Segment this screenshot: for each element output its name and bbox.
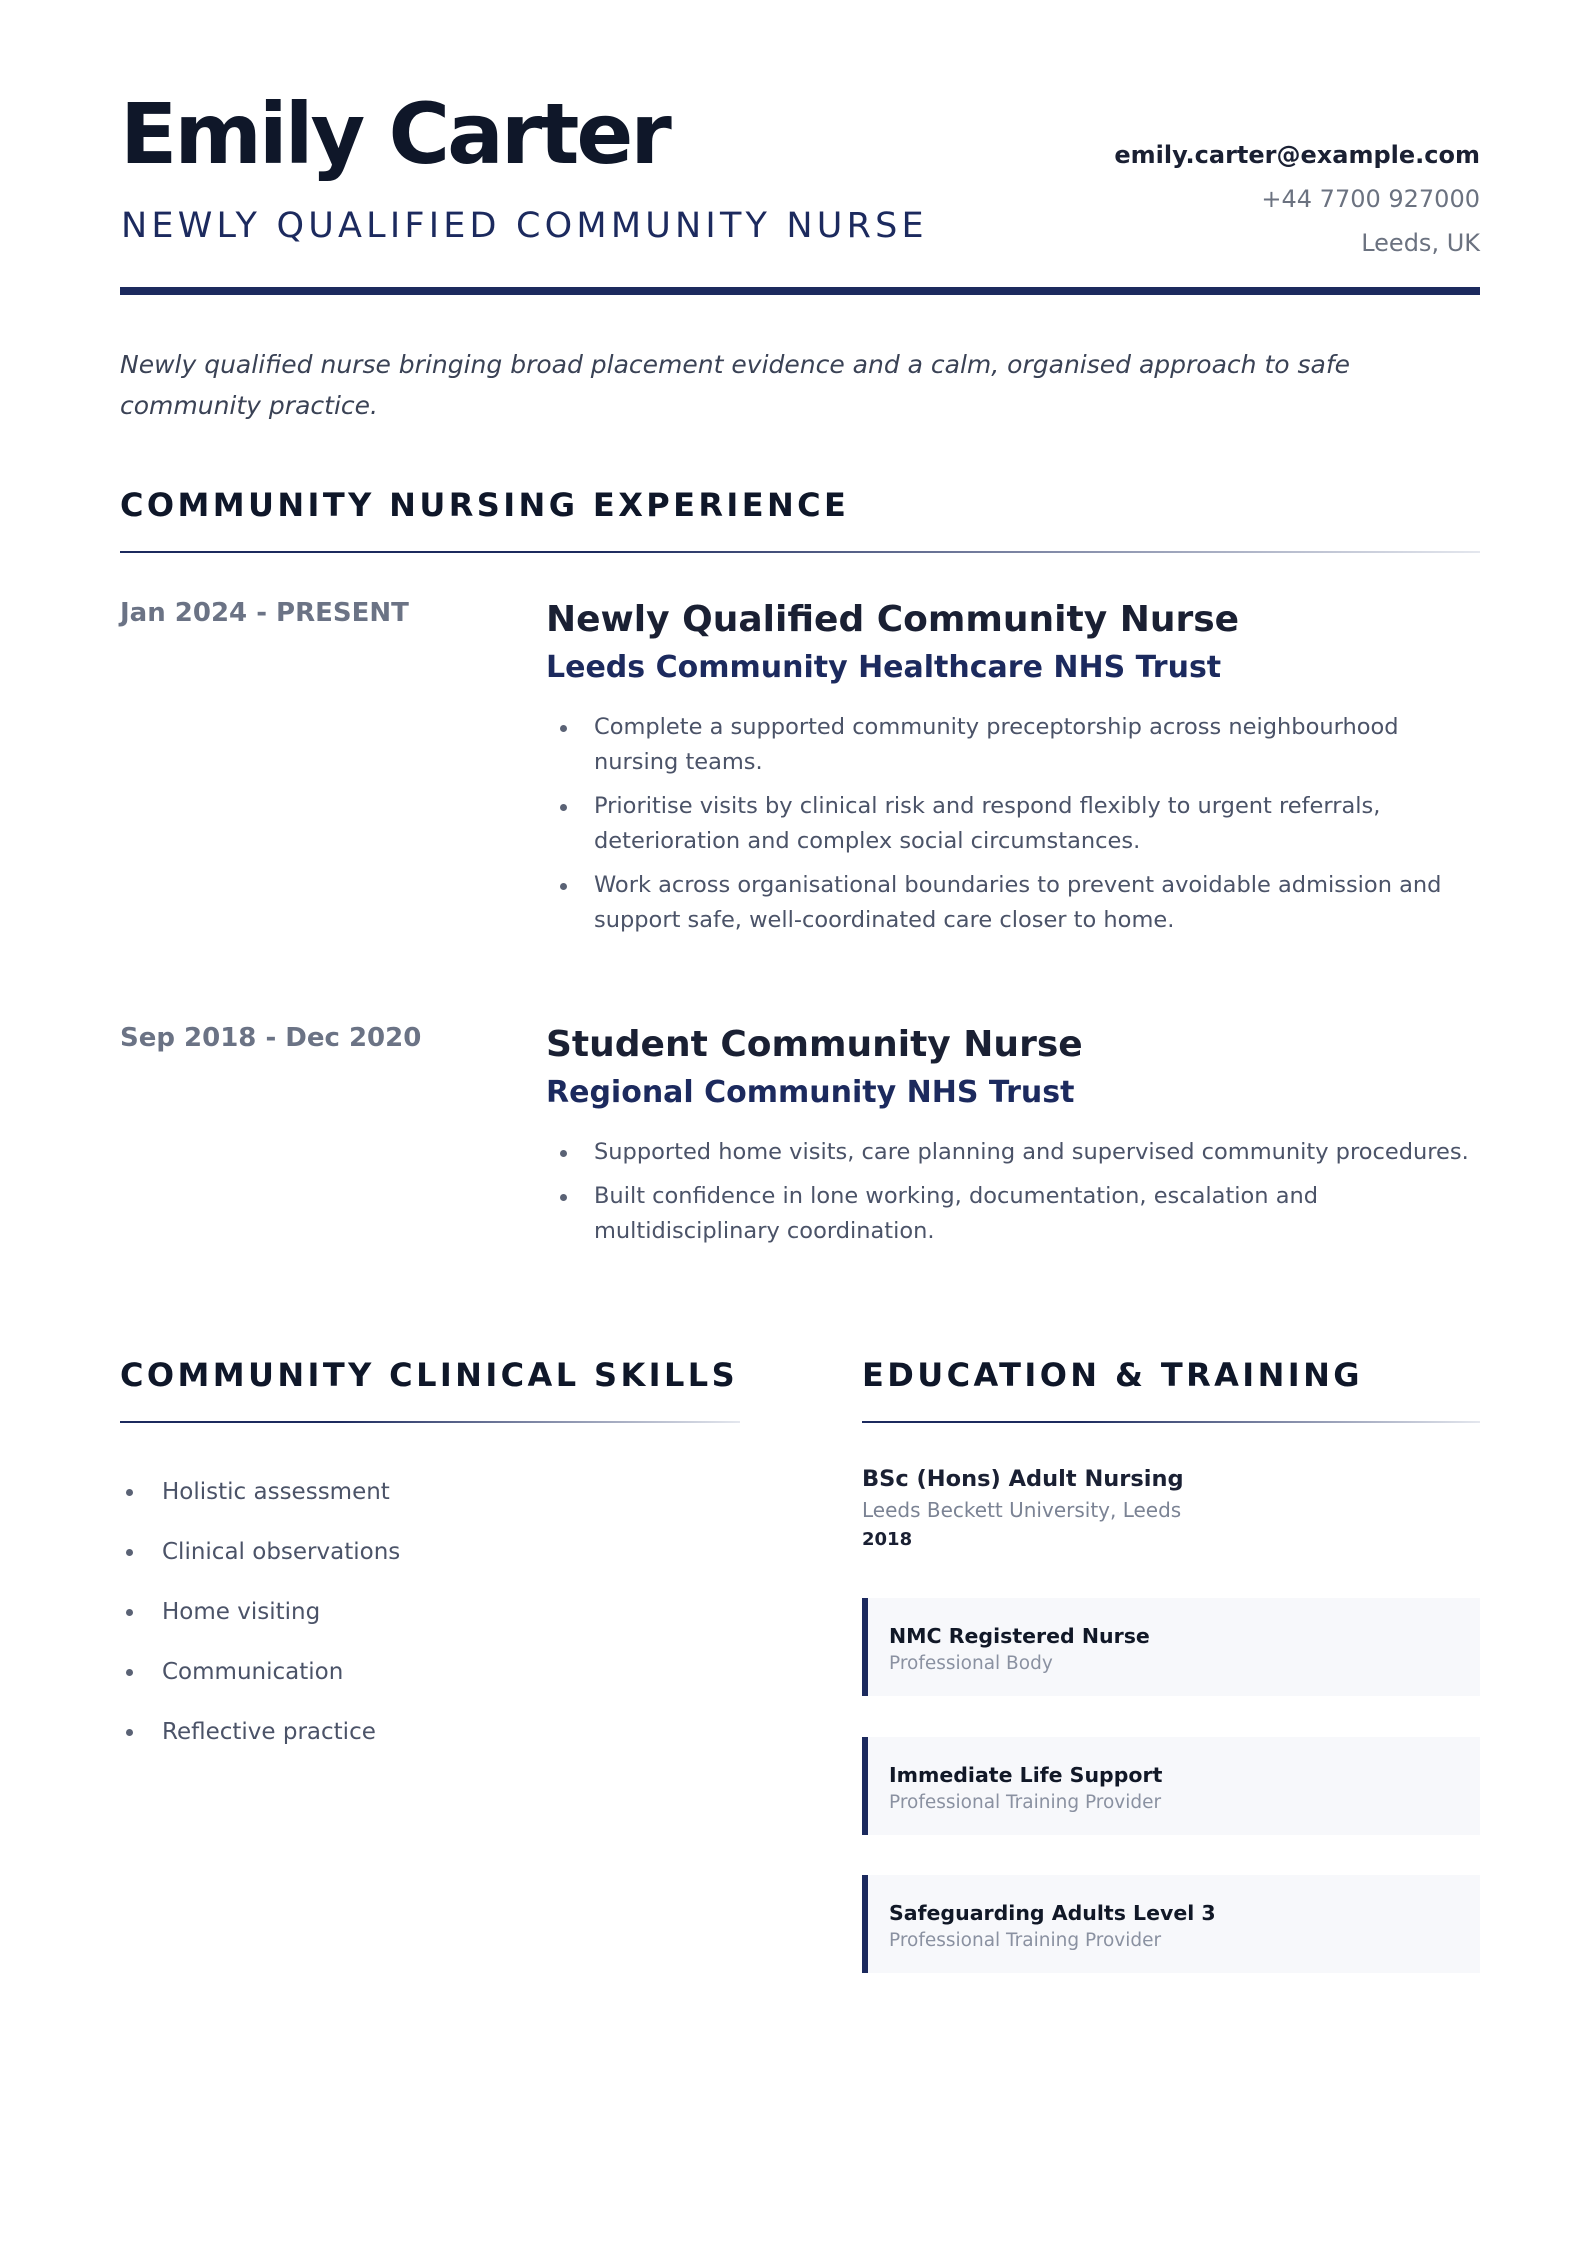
experience-dates: Sep 2018 - Dec 2020 — [120, 1023, 422, 1053]
responsibility-list — [546, 710, 1480, 938]
education-divider — [862, 1421, 1480, 1423]
experience-dates: Jan 2024 - PRESENT — [120, 598, 409, 628]
responsibility-item: Work across organisational boundaries to prevent avoidable admission and support safe, well-coordinated care closer to home. — [546, 868, 1480, 938]
contact-block — [1114, 133, 1480, 265]
degree-year: 2018 — [862, 1529, 913, 1550]
skill-item: Reflective practice — [120, 1702, 740, 1762]
candidate-role: NEWLY QUALIFIED COMMUNITY NURSE — [121, 206, 928, 246]
responsibility-list — [546, 1135, 1480, 1249]
certification-name: NMC Registered Nurse — [889, 1624, 1150, 1648]
responsibility-item: Built confidence in lone working, documentation, escalation and multidisciplinary coordination. — [546, 1179, 1480, 1249]
certification-name: Immediate Life Support — [889, 1763, 1163, 1787]
certification-name: Safeguarding Adults Level 3 — [889, 1901, 1216, 1925]
certification-provider: Professional Training Provider — [889, 1930, 1162, 1951]
contact-phone[interactable]: +44 7700 927000 — [1261, 185, 1480, 213]
certification-card — [862, 1875, 1480, 1973]
profile-summary: Newly qualified nurse bringing broad placement evidence and a calm, organised approach to safe community practice. — [120, 350, 1351, 420]
job-title: Student Community Nurse — [546, 1024, 1083, 1065]
skill-item: Home visiting — [120, 1582, 740, 1642]
certification-provider: Professional Training Provider — [889, 1792, 1162, 1813]
job-title: Newly Qualified Community Nurse — [546, 599, 1240, 640]
employer-name: Regional Community NHS Trust — [546, 1075, 1075, 1110]
contact-email[interactable]: emily.carter@example.com — [1114, 141, 1480, 169]
employer-name: Leeds Community Healthcare NHS Trust — [546, 650, 1222, 685]
skills-list — [120, 1462, 740, 1762]
certification-card — [862, 1737, 1480, 1835]
skills-heading: COMMUNITY CLINICAL SKILLS — [120, 1356, 739, 1394]
certification-provider: Professional Body — [889, 1653, 1053, 1674]
responsibility-item: Supported home visits, care planning and supervised community procedures. — [546, 1135, 1480, 1170]
responsibility-item: Complete a supported community preceptorship across neighbourhood nursing teams. — [546, 710, 1480, 780]
experience-divider — [120, 551, 1480, 553]
education-heading: EDUCATION & TRAINING — [862, 1356, 1363, 1394]
candidate-name: Emily Carter — [120, 85, 669, 183]
skill-item: Clinical observations — [120, 1522, 740, 1582]
degree-institution: Leeds Beckett University, Leeds — [862, 1498, 1182, 1522]
degree-name: BSc (Hons) Adult Nursing — [862, 1466, 1184, 1492]
experience-heading: COMMUNITY NURSING EXPERIENCE — [120, 486, 850, 524]
responsibility-item: Prioritise visits by clinical risk and respond flexibly to urgent referrals, deterioration and complex social circumstances. — [546, 789, 1480, 859]
certification-card — [862, 1598, 1480, 1696]
skills-divider — [120, 1421, 740, 1423]
degree-entry — [862, 1464, 1480, 1554]
contact-location: Leeds, UK — [1361, 229, 1480, 257]
skill-item: Communication — [120, 1642, 740, 1702]
header-divider — [120, 287, 1480, 295]
skill-item: Holistic assessment — [120, 1462, 740, 1522]
